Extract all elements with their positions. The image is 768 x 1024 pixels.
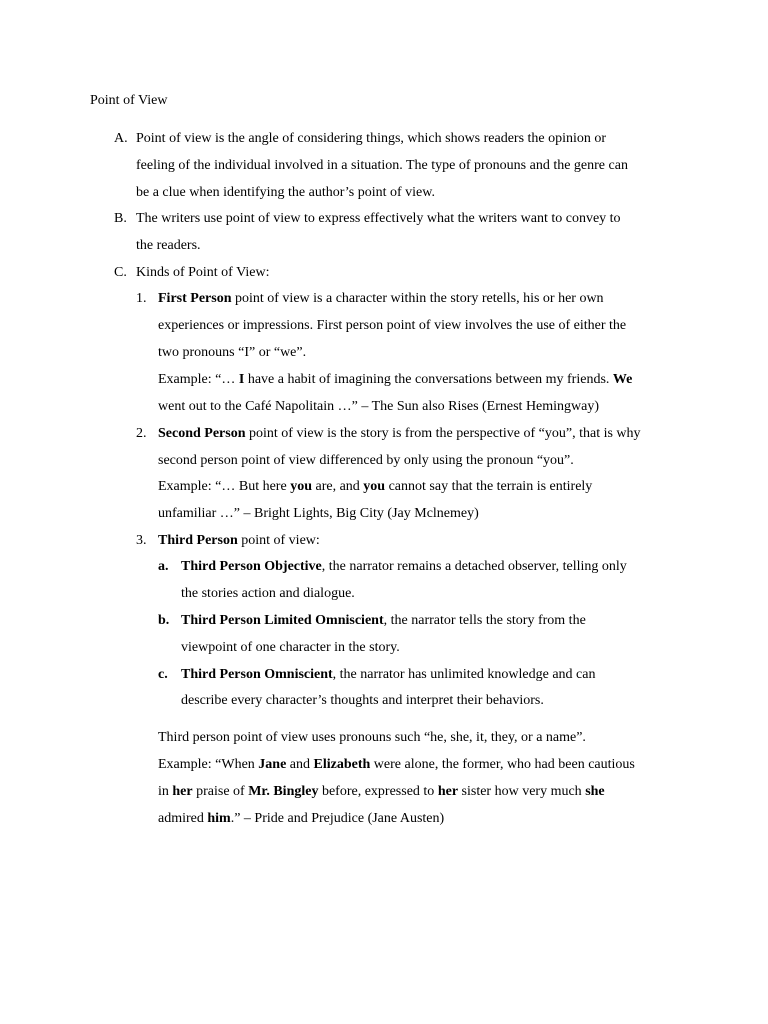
subitem-c-line-2: describe every character’s thoughts and interpret their behaviors. [181, 693, 544, 708]
first-person-term: First Person [158, 291, 232, 306]
item-1-line-2: experiences or impressions. First person point of view involves the use of either the [158, 318, 627, 333]
section-a-line-1: Point of view is the angle of considering things, which shows readers the opinion or [136, 131, 607, 146]
section-c-marker: C. [114, 265, 127, 280]
subitem-c-line-1: Third Person Omniscient, the narrator has unlimited knowledge and can [181, 667, 596, 682]
section-b-line-1: The writers use point of view to express effectively what the writers want to convey to [136, 211, 621, 226]
section-a-line-3: be a clue when identifying the author’s point of view. [136, 185, 435, 200]
third-person-example-line-3: admired him.” – Pride and Prejudice (Jane Austen) [158, 811, 445, 826]
subitem-a-line-2: the stories action and dialogue. [181, 586, 355, 601]
third-person-example-line-1: Example: “When Jane and Elizabeth were alone, the former, who had been cautious [158, 757, 635, 772]
second-person-term: Second Person [158, 426, 246, 441]
item-1-line-1: First Person point of view is a character within the story retells, his or her own [158, 291, 604, 306]
item-2-marker: 2. [136, 426, 147, 441]
subitem-b-line-2: viewpoint of one character in the story. [181, 640, 400, 655]
item-3-line-1: Third Person point of view: [158, 533, 320, 548]
item-1-example-line-1: Example: “… I have a habit of imagining the conversations between my friends. We [158, 372, 633, 387]
item-1-example-line-2: went out to the Café Napolitain …” – The Sun also Rises (Ernest Hemingway) [158, 399, 600, 414]
subitem-c-marker: c. [158, 667, 168, 682]
third-person-term: Third Person [158, 533, 238, 548]
subitem-b-line-1: Third Person Limited Omniscient, the narrator tells the story from the [181, 613, 586, 628]
section-a-marker: A. [114, 131, 128, 146]
subitem-a-marker: a. [158, 559, 169, 574]
section-c-heading: Kinds of Point of View: [136, 265, 270, 280]
section-a-line-2: feeling of the individual involved in a situation. The type of pronouns and the genre can [136, 158, 628, 173]
item-2-example-line-1: Example: “… But here you are, and you cannot say that the terrain is entirely [158, 479, 593, 494]
item-3-marker: 3. [136, 533, 147, 548]
item-1-line-3: two pronouns “I” or “we”. [158, 345, 307, 360]
section-b-line-2: the readers. [136, 238, 201, 253]
section-b-marker: B. [114, 211, 127, 226]
third-person-summary: Third person point of view uses pronouns such “he, she, it, they, or a name”. [158, 730, 586, 745]
document-title: Point of View [90, 93, 168, 108]
item-2-example-line-2: unfamiliar …” – Bright Lights, Big City (Jay Mclnemey) [158, 506, 479, 521]
subitem-a-line-1: Third Person Objective, the narrator remains a detached observer, telling only [181, 559, 627, 574]
item-2-line-2: second person point of view differenced by only using the pronoun “you”. [158, 453, 574, 468]
item-1-marker: 1. [136, 291, 147, 306]
item-2-line-1: Second Person point of view is the story is from the perspective of “you”, that is why [158, 426, 641, 441]
third-person-example-line-2: in her praise of Mr. Bingley before, expressed to her sister how very much she [158, 784, 605, 799]
subitem-b-marker: b. [158, 613, 170, 628]
